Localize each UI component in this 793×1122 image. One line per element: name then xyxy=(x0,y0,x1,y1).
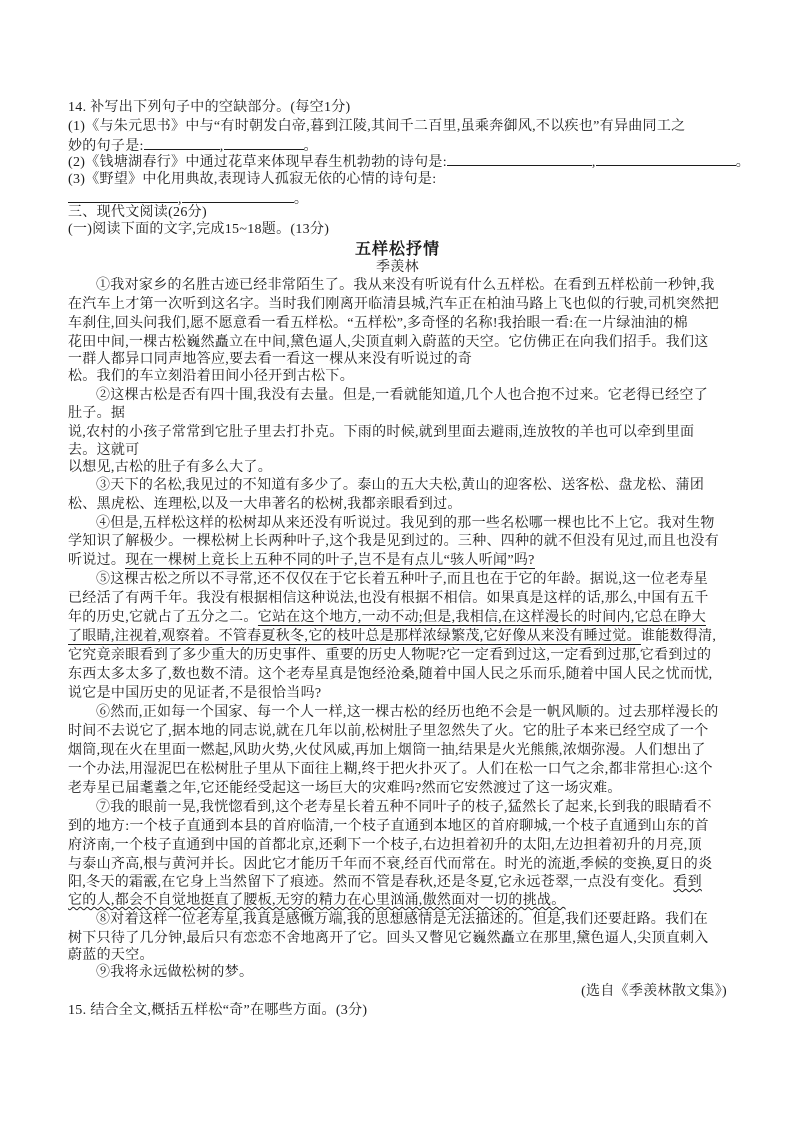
essay-p8-line3: 蔚蓝的天空。 xyxy=(68,948,154,963)
essay-p7-line4: 与泰山齐高,根与黄河并长。因此它才能历千年而不衰,经百代而常在。时光的流逝,季候的变换,夏日的炎 xyxy=(68,857,713,872)
essay-p5-line4 xyxy=(68,627,727,646)
essay-p5-line4-underlined: 了眼睛,注视着,观察着。不管春夏秋冬,它的枝叶总是那样浓绿繁茂,它好像从来没有睡过觉。 xyxy=(68,629,641,644)
q14-item3-line1: (3)《野望》中化用典故,表现诗人孤寂无依的心情的诗句是: xyxy=(68,172,437,187)
essay-p6-line1: ⑥然而,正如每一个国家、每一个人一样,这一棵古松的经历也绝不会是一帆风顺的。过去那样漫长的 xyxy=(96,705,719,720)
essay-p8-line2: 树下只待了几分钟,最后只有恋恋不舍地离开了它。回头又瞥见它巍然矗立在那里,黛色逼人,尖顶直刺入 xyxy=(68,931,709,946)
essay-p1-line6: 松。我们的车立刻沿着田间小径开到古松下。 xyxy=(68,369,354,384)
q15-stem: 15. 结合全文,概括五样松“奇”在哪些方面。(3分) xyxy=(68,1003,368,1018)
essay-p5-line3-plain: 年的历史,它就占了五分之二。 xyxy=(68,610,258,625)
essay-author: 季羡林 xyxy=(376,260,419,275)
separator-period: 。 xyxy=(293,192,309,207)
essay-p1-line4: 花田中间,一棵古松巍然矗立在中间,黛色逼人,尖顶直刺入蔚蓝的天空。它仿佛正在向我们招手。我们这 xyxy=(68,335,709,350)
essay-p7-line6 xyxy=(68,892,727,910)
answer-blank xyxy=(68,189,178,203)
essay-p5-line1: ⑤这棵古松之所以不寻常,还不仅仅在于它长着五种叶子,而且也在于它的年龄。据说,这一位老寿星 xyxy=(96,572,708,587)
q14-item2-prefix: (2)《钱塘湖春行》中通过花草来体现早春生机勃勃的诗句是: xyxy=(68,155,447,170)
essay-p1-line1: ①我对家乡的名胜古迹已经非常陌生了。我从来没有听说有什么五样松。在看到五样松前一秒钟,我 xyxy=(96,278,715,293)
q14-item1-line1: (1)《与朱元思书》中与“有时朝发白帝,暮到江陵,其间千二百里,虽乘奔御风,不以疾也”有异曲同工之 xyxy=(68,119,686,134)
essay-p7-line5-wavy: 看到 xyxy=(673,875,702,890)
essay-p2-line2: 肚子。据 xyxy=(68,406,126,421)
essay-p5-line6: 东西太多太多了,数也数不清。这个老寿星真是饱经沧桑,随着中国人民之乐而乐,随着中国人民之忧而忧, xyxy=(68,667,713,682)
essay-p6-line2: 时间不去说它了,据本地的同志说,就在几年以前,松树肚子里忽然失了火。它的肚子本来已经空成了一个 xyxy=(68,724,709,739)
separator-comma: , xyxy=(178,192,182,207)
essay-p8-line1: ⑧对着这样一位老寿星,我真是感慨万端,我的思想感情是无法描述的。但是,我们还要赶路。我们在 xyxy=(96,912,708,927)
essay-p5-line3 xyxy=(68,608,727,627)
essay-p5-line2: 已经活了有两千年。我没有根据相信这种说法,也没有根据不相信。如果真是这样的话,那么,中国有五千 xyxy=(68,591,709,606)
answer-blank xyxy=(447,152,592,166)
q14-item3-blanks xyxy=(68,189,727,205)
q14-item1-line2 xyxy=(68,136,727,152)
essay-p5-line7: 说它是中国历史的见证者,不是很恰当吗? xyxy=(68,686,322,701)
answer-blank xyxy=(144,136,220,150)
section-heading: 三、现代文阅读(26分) xyxy=(68,205,207,220)
essay-p5-line5: 它究竟亲眼看到了多少重大的历史事件、重要的历史人物呢?它一定看到过这,一定看到过那,它看到过的 xyxy=(68,648,712,663)
essay-p7-line3: 府济南,一个枝子直通到中国的首都北京,还剩下一个枝子,右边担着初升的太阳,左边担着初升的月亮,顶 xyxy=(68,838,702,853)
essay-p3-line1: ③天下的名松,我见过的不知道有多少了。泰山的五大夫松,黄山的迎客松、送客松、盘龙松、蒲团 xyxy=(96,478,705,493)
q14-stem: 14. 补写出下列句子中的空缺部分。(每空1分) xyxy=(68,100,351,115)
essay-p2-line5: 以想见,古松的肚子有多么大了。 xyxy=(68,460,272,475)
separator-comma: , xyxy=(219,139,224,154)
essay-p7-line1: ⑦我的眼前一晃,我恍惚看到,这个老寿星长着五种不同叶子的枝子,猛然长了起来,长到我的眼睛看不 xyxy=(96,800,712,815)
essay-p1-line3: 车刹住,回头问我们,愿不愿意看一看五样松。“五样松”,多奇怪的名称!我抬眼一看:在一片绿油油的棉 xyxy=(68,316,688,331)
essay-p2-line3: 说,农村的小孩子常常到它肚子里去打扑克。下雨的时候,就到里面去避雨,连放牧的羊也可以牵到里面 xyxy=(68,425,695,440)
essay-p5-line4-plain: 谁能数得清, xyxy=(640,629,717,644)
essay-p2-line1: ②这棵古松是否有四十围,我没有去量。但是,一看就能知道,几个人也合抱不过来。它老得已经空了 xyxy=(96,388,708,403)
q14-item2-line xyxy=(68,152,751,170)
essay-p1-line5: 一群人都异口同声地答应,要去看一看这一棵从来没有听说过的奇 xyxy=(68,352,473,367)
essay-p4-line1: ④但是,五样松这样的松树却从来还没有听说过。我见到的那一些名松哪一棵也比不上它。我对生物 xyxy=(96,516,715,531)
essay-p4-line3 xyxy=(68,551,727,570)
essay-p4-line3-plain: 听说过。 xyxy=(68,553,126,568)
separator-comma: , xyxy=(591,155,596,170)
essay-p4-line2: 学知识了解极少。一棵松树上长两种叶子,这个我是见到过的。三种、四种的就不但没有见过,而且也没有 xyxy=(68,534,720,549)
section-subheading: (一)阅读下面的文字,完成15~18题。(13分) xyxy=(68,222,330,237)
essay-p6-line3: 烟筒,现在火在里面一燃起,风助火势,火仗风威,再加上烟筒一抽,结果是火光熊熊,浓烟弥漫。人们想出了 xyxy=(68,743,706,758)
essay-p7-line6-wavy: 它的人,都会不自觉地挺直了腰板,无穷的精力在心里汹涌,傲然面对一切的挑战。 xyxy=(68,893,566,908)
essay-p7-line5 xyxy=(68,874,727,892)
separator-period: 。 xyxy=(303,139,318,154)
essay-p9-line1: ⑨我将永远做松树的梦。 xyxy=(96,965,254,980)
answer-blank xyxy=(182,189,294,203)
separator-period: 。 xyxy=(735,155,751,170)
answer-blank xyxy=(224,136,304,150)
essay-title: 五样松抒情 xyxy=(354,241,440,258)
essay-p3-line2: 松、黑虎松、连理松,以及一大串著名的松树,我都亲眼看到过。 xyxy=(68,497,462,512)
essay-p6-line5: 老寿星已届耄耋之年,它还能经受起这一场巨大的灾难吗?然而它安然渡过了这一场灾难。 xyxy=(68,781,622,796)
essay-p1-line2: 在汽车上才第一次听到这名字。当时我们刚离开临清县城,汽车正在柏油马路上飞也似的行驶,司机突然把 xyxy=(68,297,720,312)
essay-p2-line4: 去。这就可 xyxy=(68,443,140,458)
essay-source: (选自《季羡林散文集》) xyxy=(581,984,727,999)
essay-p6-line4: 一个办法,用湿泥巴在松树肚子里从下面往上糊,终于把火扑灭了。人们在松一口气之余,都非常担心:这个 xyxy=(68,762,713,777)
essay-p5-line3-underlined: 它站在这个地方,一动不动;但是,我相信,在这样漫长的时间内,它总在睁大 xyxy=(257,610,707,625)
answer-blank xyxy=(596,152,736,166)
q14-item1-line2-prefix: 妙的句子是: xyxy=(68,139,144,154)
essay-p4-line3-underlined: 现在一棵树上竟长上五种不同的叶子,岂不是有点儿“骇人听闻”吗? xyxy=(125,553,535,568)
essay-p7-line5-plain: 阳,冬天的霜霰,在它身上当然留下了痕迹。然而不管是春秋,还是冬夏,它永远苍翠,一点没有变化。 xyxy=(68,875,674,890)
essay-p7-line2: 到的地方:一个枝子直通到本县的首府临清,一个枝子直通到本地区的首府聊城,一个枝子直通到山东的首 xyxy=(68,819,709,834)
